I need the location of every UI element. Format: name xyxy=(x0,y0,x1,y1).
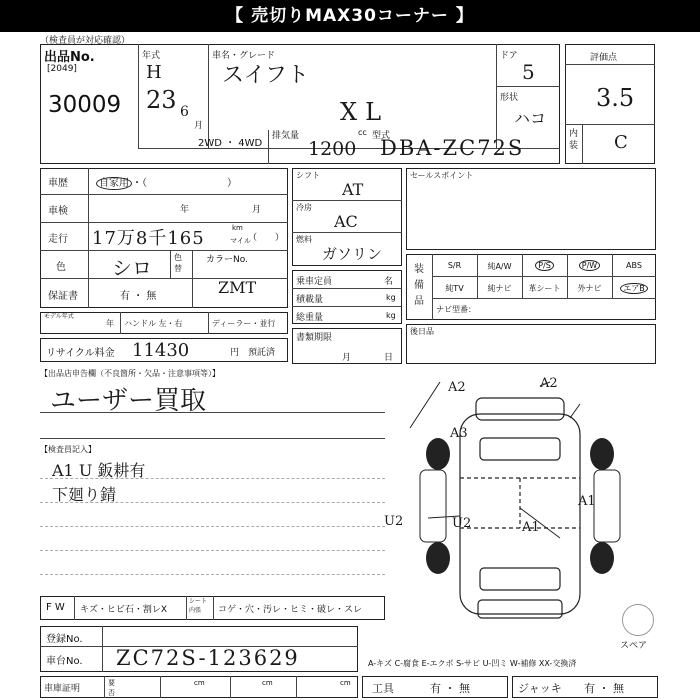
mark-u2-left: U2 xyxy=(384,514,404,529)
aircon-label: 冷房 xyxy=(296,203,312,212)
mileage-value: 17万8千165 xyxy=(92,228,205,249)
weight-unit: kg xyxy=(386,311,396,320)
model-name: スイフト xyxy=(222,63,309,88)
jack-label: ジャッキ xyxy=(518,682,562,695)
cert-chip-cm1: cm xyxy=(194,679,205,687)
mark-a2-right: A2 xyxy=(540,376,558,391)
jack-value: 有 ・ 無 xyxy=(584,682,624,695)
garage-cert-label: 車庫証明 xyxy=(44,684,81,694)
mileage-unit-mile: マイル xyxy=(230,237,251,245)
shape-label: 形状 xyxy=(500,93,519,103)
color-change-label: 色替 xyxy=(174,253,182,273)
color-label: 色 xyxy=(56,262,66,273)
shift-label: シフト xyxy=(296,171,320,180)
color-no-value: ZMT xyxy=(218,278,257,297)
weight-label: 総重量 xyxy=(296,313,324,323)
equip-ps: P/S xyxy=(522,261,567,270)
model-grade: XL xyxy=(340,98,390,126)
doors-value: 5 xyxy=(522,60,535,84)
history-label: 車歴 xyxy=(48,178,68,189)
year-month-unit: 月 xyxy=(194,121,204,131)
mark-a2-top: A2 xyxy=(448,380,466,395)
year-label: 年式 xyxy=(142,51,161,61)
inspection-month-unit: 月 xyxy=(252,205,262,215)
year-era: H xyxy=(146,62,162,83)
mark-a1-right: A1 xyxy=(578,494,596,509)
equip-tv: 純TV xyxy=(445,284,464,293)
damage-fw: F W xyxy=(46,602,65,613)
fuel-label: 燃料 xyxy=(296,235,312,244)
shape-value: ハコ xyxy=(514,109,547,128)
damage-items2: コゲ・穴・汚レ・ヒミ・破レ・スレ xyxy=(218,605,363,615)
mark-a1-bottom: A1 xyxy=(522,520,540,535)
tools-label: 工具 xyxy=(372,682,394,695)
car-diagram xyxy=(400,378,660,628)
seller-notes-label: 【出品店申告欄（不良箇所・欠品・注意事項等）】 xyxy=(40,369,220,378)
cert-chip-no: 否 xyxy=(108,689,115,697)
damage-items: キズ・ヒビ石・割レX xyxy=(80,605,167,615)
equip-abs: ABS xyxy=(626,261,642,270)
inspector-line2: 下廻り錆 xyxy=(52,485,117,504)
mileage-unit-km: km xyxy=(232,224,243,232)
warranty-label: 保証書 xyxy=(48,291,78,302)
capacity-label: 乗車定員 xyxy=(296,277,333,287)
model-year-label: モデル年式 xyxy=(44,313,74,320)
lot-number: 30009 xyxy=(48,92,122,118)
banner: 【 売切りMAX30コーナー 】 xyxy=(0,0,700,32)
spare-tire-icon xyxy=(622,604,654,636)
displacement-value: 1200 xyxy=(308,138,357,160)
registration-label: 登録No. xyxy=(46,634,83,645)
capacity-unit: 名 xyxy=(384,277,394,287)
inspection-year-unit: 年 xyxy=(180,205,190,215)
type-label: 型式 xyxy=(372,131,391,141)
sales-point-label: セールスポイント xyxy=(410,171,474,180)
damage-sheet: シート内張 xyxy=(189,598,208,614)
drive-label: 2WD ・ 4WD xyxy=(198,138,263,149)
equip-pw: P/W xyxy=(567,261,612,270)
inspector-label: 【検査員記入】 xyxy=(40,445,96,454)
aircon-value: AC xyxy=(334,212,358,231)
equip-airbag: エアB xyxy=(612,283,656,294)
color-value: シロ xyxy=(112,256,152,280)
interior-value: C xyxy=(614,132,628,153)
lot-label: 出品No. xyxy=(44,50,95,65)
handle-label: ハンドル 左・右 xyxy=(124,319,183,328)
equip-ext-navi: 外ナビ xyxy=(577,284,602,293)
cert-chip-cm3: cm xyxy=(340,679,351,687)
dealer-label: ディーラー・並行 xyxy=(212,319,276,328)
after-parts-label: 後日品 xyxy=(410,327,434,336)
lot-small-number: [2049] xyxy=(47,64,77,74)
equipment-label: 装備品 xyxy=(414,264,424,307)
equip-aw: 純A/W xyxy=(487,262,512,271)
recycle-unit: 円 xyxy=(230,348,240,358)
chassis-value: ZC72S-123629 xyxy=(116,646,300,670)
score-value: 3.5 xyxy=(596,84,635,112)
doors-label: ドア xyxy=(500,51,518,61)
interior-label: 内装 xyxy=(569,129,579,151)
chassis-label: 車台No. xyxy=(46,656,83,667)
header-note: （検査員が対応確認） xyxy=(40,36,131,46)
fuel-value: ガソリン xyxy=(322,245,383,263)
load-label: 積載量 xyxy=(296,295,324,305)
damage-legend: A-キズ C-腐食 E-エクボ S-サビ U-凹ミ W-補修 XX-交換済 xyxy=(368,659,577,668)
spare-label: スペア xyxy=(620,641,648,651)
score-label: 評価点 xyxy=(590,53,618,63)
inspection-label: 車検 xyxy=(48,206,68,217)
mileage-paren: （ ） xyxy=(248,233,285,243)
after-parts-box xyxy=(406,324,656,364)
mark-a3: A3 xyxy=(450,426,468,441)
navi-model-label: ナビ型番： xyxy=(436,305,476,314)
recycle-label: リサイクル料金 xyxy=(46,348,115,359)
inspector-line1: A1 U 鈑耕有 xyxy=(52,461,146,480)
recycle-deposit: 預託済 xyxy=(248,348,276,358)
seller-notes-text: ユーザー買取 xyxy=(50,386,207,416)
model-year-unit: 年 xyxy=(106,319,114,328)
cert-chip-required: 要 xyxy=(108,679,115,687)
color-no-label: カラーNo. xyxy=(206,255,248,265)
load-unit: kg xyxy=(386,293,396,302)
equip-navi: 純ナビ xyxy=(487,284,512,293)
year-value: 23 xyxy=(146,86,177,114)
equip-leather: 革シート xyxy=(528,284,561,293)
displacement-unit: cc xyxy=(358,128,367,137)
tools-value: 有 ・ 無 xyxy=(430,682,470,695)
mark-u2-mid: U2 xyxy=(452,516,472,531)
equip-sr: S/R xyxy=(447,261,462,270)
history-value: 自家用 xyxy=(96,177,132,190)
doc-deadline-label: 書類期限 xyxy=(296,333,333,343)
mileage-label: 走行 xyxy=(48,234,68,245)
type-value: DBA-ZC72S xyxy=(380,136,525,160)
year-month: 6 xyxy=(180,104,189,120)
shift-value: AT xyxy=(342,180,364,199)
cert-chip-cm2: cm xyxy=(262,679,273,687)
doc-day-unit: 日 xyxy=(384,353,394,363)
warranty-value: 有 ・ 無 xyxy=(120,291,157,302)
doc-month-unit: 月 xyxy=(342,353,352,363)
recycle-value: 11430 xyxy=(132,340,190,361)
displacement-label: 排気量 xyxy=(272,131,300,141)
model-label: 車名・グレード xyxy=(212,51,276,61)
